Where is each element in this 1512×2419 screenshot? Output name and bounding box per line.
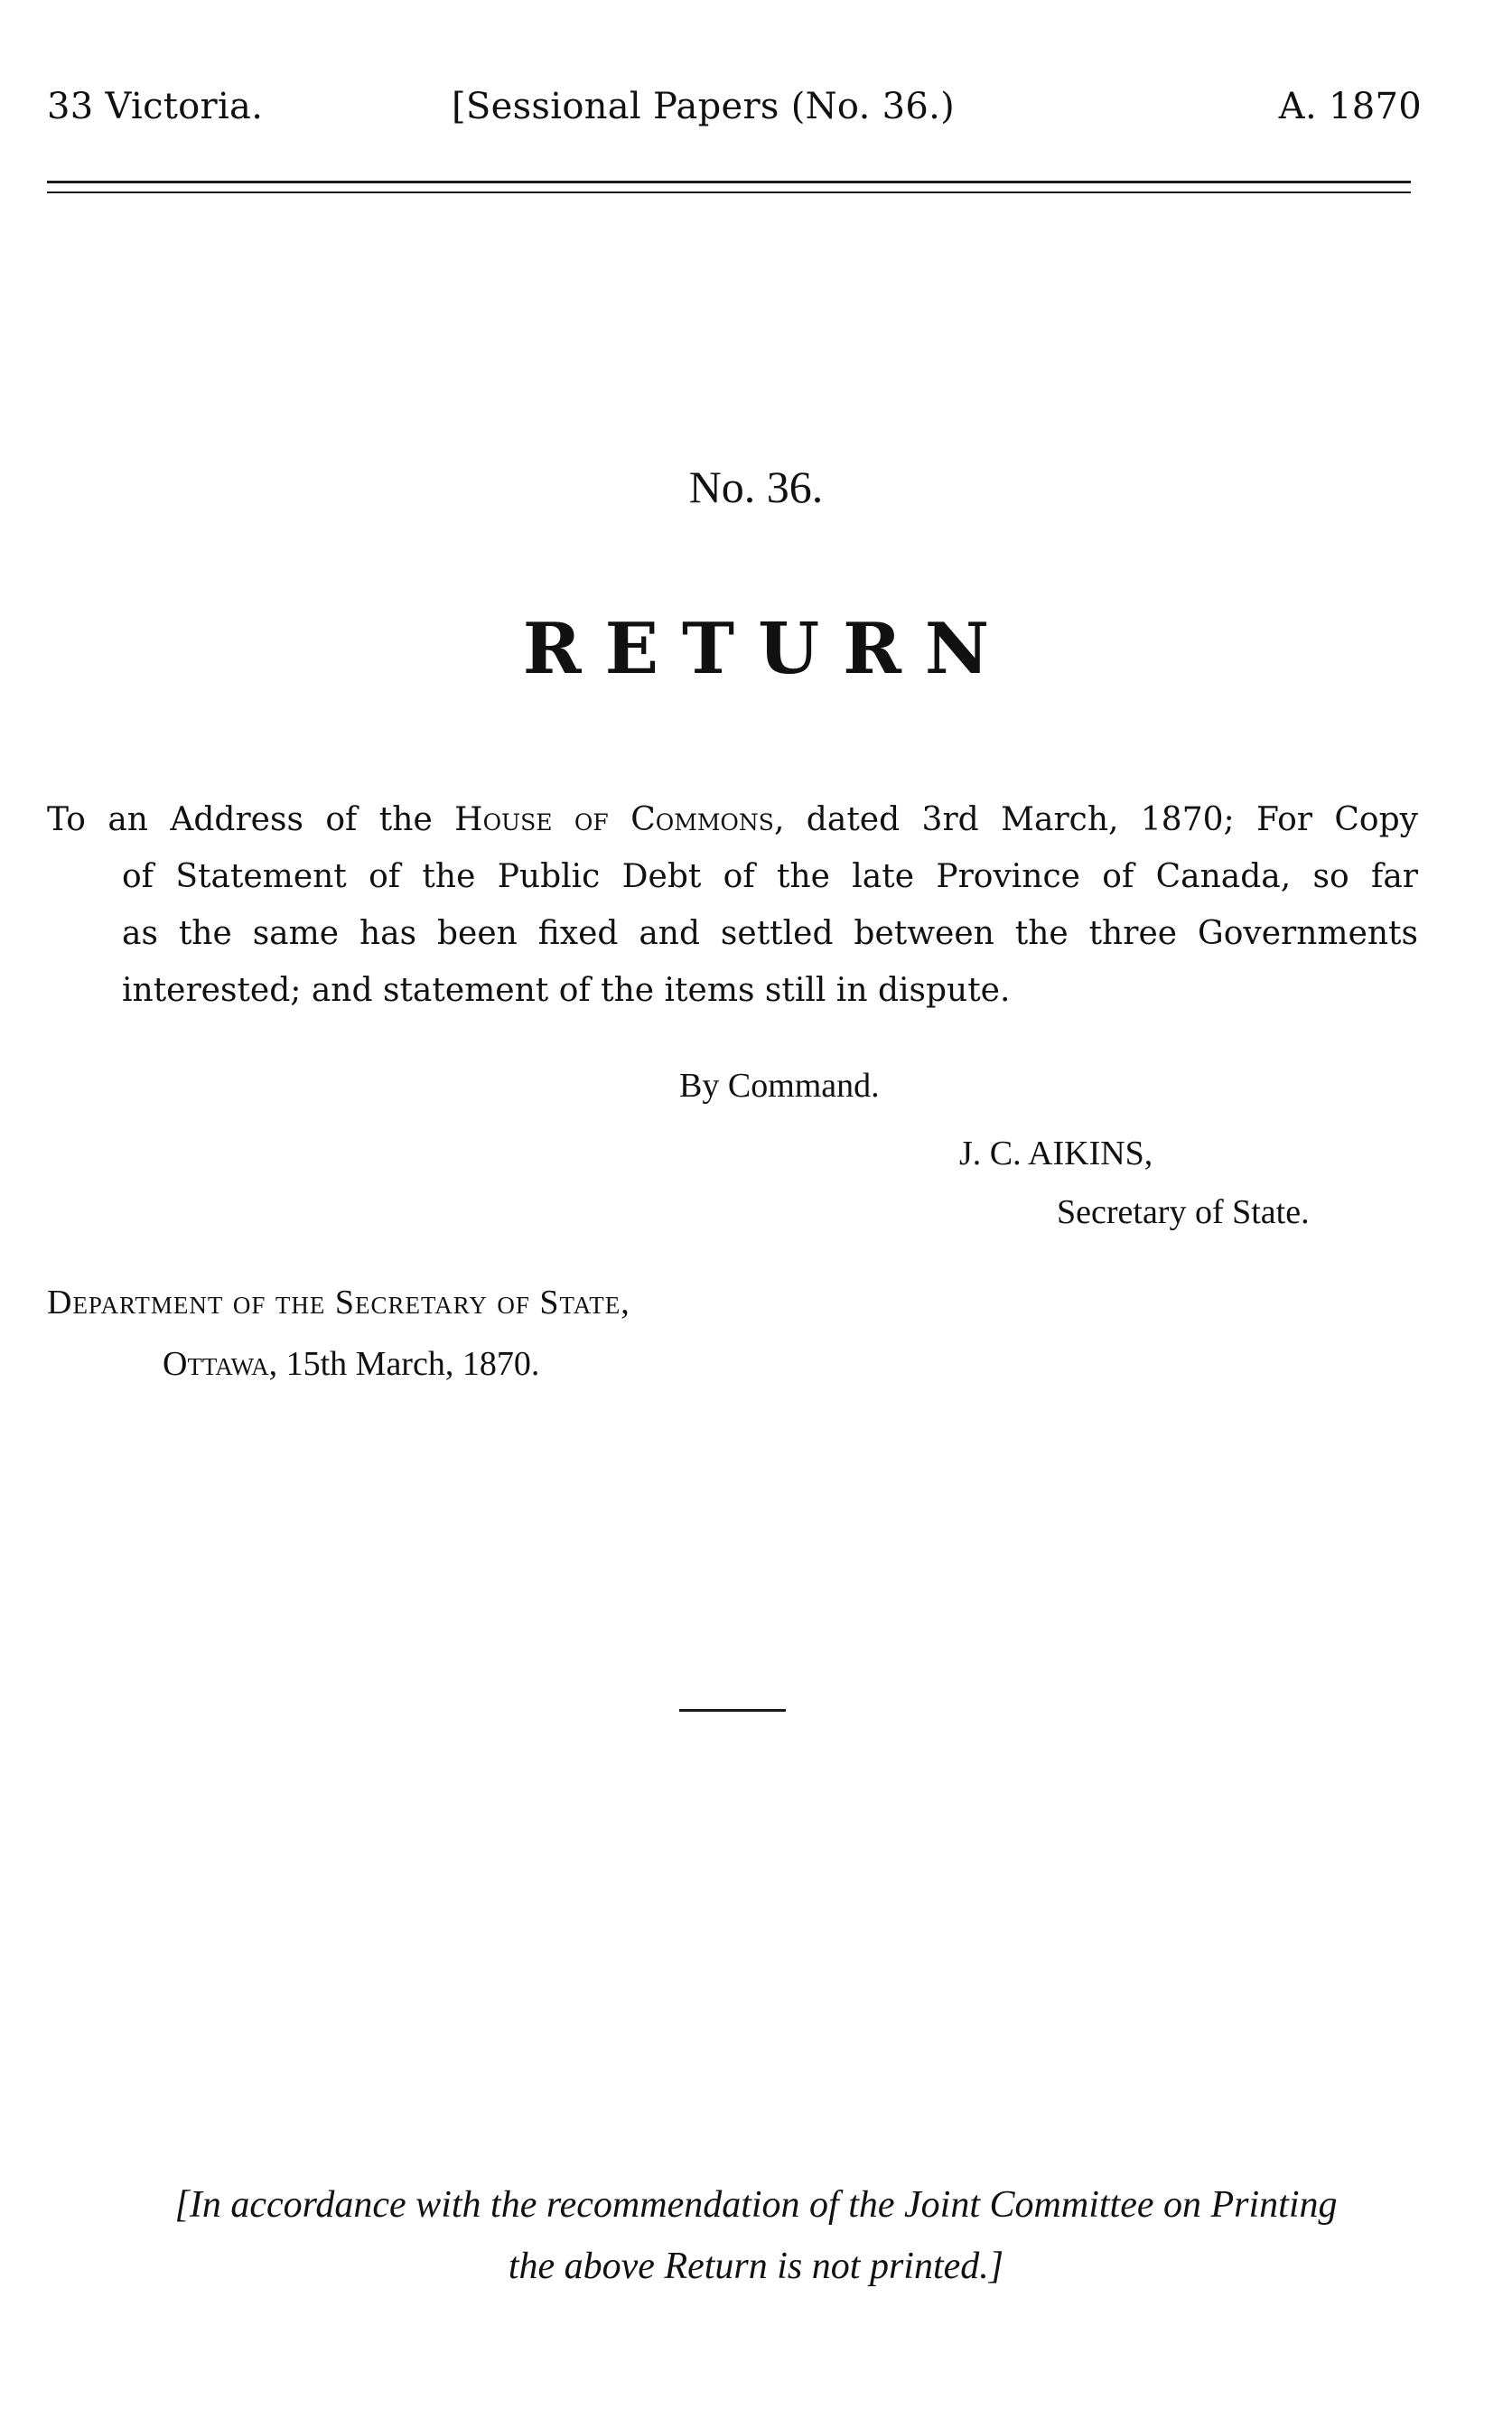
document-number: No. 36. [688,462,824,512]
by-command: By Command. [679,1067,880,1105]
address-date: , dated 3rd March, 1870; For Copy [773,801,1418,838]
footnote-line-1: [In accordance with the recommendation of the Joint Committee on Printing [174,2184,1338,2226]
header-sessional-papers: [Sessional Papers (No. 36.) [452,86,956,127]
address-line-3: as the same has been fixed and settled between the three Governments [122,915,1418,952]
place-date [163,1344,539,1384]
house-of-commons: House of Commons [454,801,774,838]
date: , 15th March, 1870. [268,1345,540,1383]
header-rule [47,181,1411,183]
document-title: RETURN [522,608,1013,690]
signer-title: Secretary of State. [1057,1193,1310,1231]
address-intro: To an Address of the [47,801,455,838]
address-line-1 [47,801,1418,838]
footnote-line-2: the above Return is not printed.] [508,2246,1004,2287]
signer-name: J. C. AIKINS, [959,1135,1153,1172]
header-rule-secondary [47,191,1411,193]
address-line-2: of Statement of the Public Debt of the late Province of Canada, so far [122,858,1418,895]
place: Ottawa [163,1345,269,1383]
header-volume: 33 Victoria. [47,86,264,127]
header-year: A. 1870 [1278,86,1422,127]
address-line-4: interested; and statement of the items still in dispute. [122,972,1011,1009]
department: Department of the Secretary of State, [47,1284,630,1322]
section-divider [679,1709,786,1712]
